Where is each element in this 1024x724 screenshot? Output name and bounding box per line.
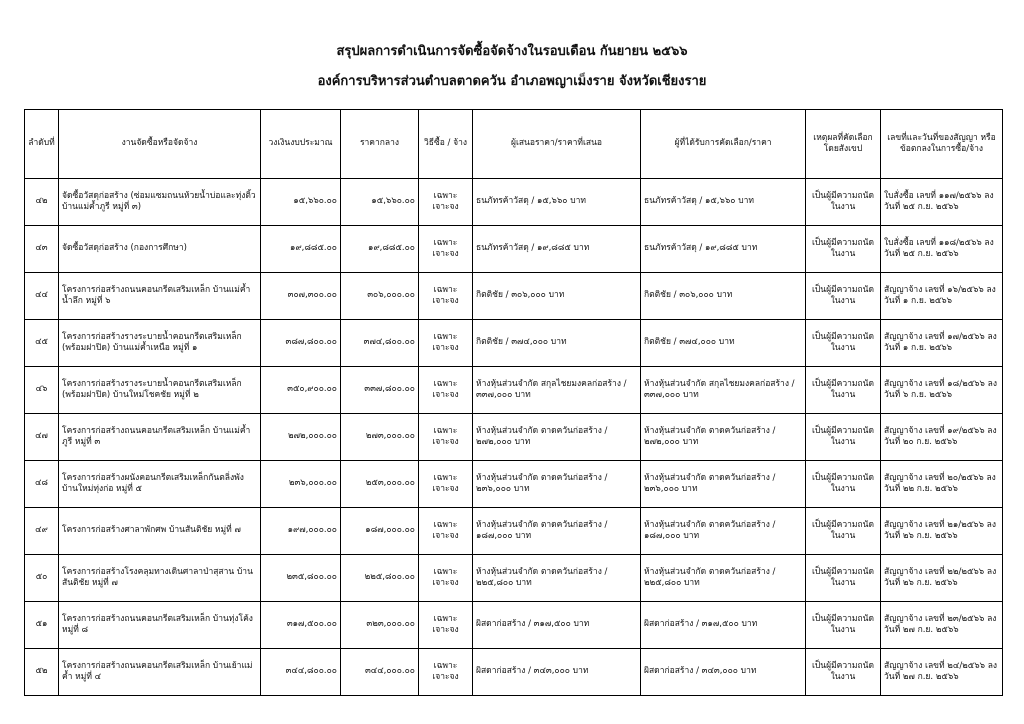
cell-median-price: ๑๘๗,๐๐๐.๐๐ [341, 508, 419, 555]
cell-winner: กิตติชัย / ๓๗๔,๐๐๐ บาท [641, 320, 806, 367]
table-row [25, 414, 1003, 461]
cell-item: โครงการก่อสร้างรางระบายน้ำคอนกรีตเสริมเหล็ก (พร้อมฝาปิด) บ้านใหม่โชคชัย หมู่ที่ ๒ [59, 367, 261, 414]
cell-contract: สัญญาจ้าง เลขที่ ๒๓/๒๕๖๖ ลงวันที่ ๒๗ ก.ย. ๒๕๖๖ [881, 602, 1003, 649]
table-row [25, 602, 1003, 649]
cell-median-price: ๓๒๓,๐๐๐.๐๐ [341, 602, 419, 649]
cell-reason: เป็นผู้มีความถนัดในงาน [806, 179, 881, 226]
cell-reason: เป็นผู้มีความถนัดในงาน [806, 555, 881, 602]
cell-budget: ๒๓๖,๐๐๐.๐๐ [261, 461, 341, 508]
cell-reason: เป็นผู้มีความถนัดในงาน [806, 649, 881, 696]
cell-winner: ผิสดาก่อสร้าง / ๓๔๓,๐๐๐ บาท [641, 649, 806, 696]
cell-method: เฉพาะเจาะจง [419, 179, 473, 226]
header-method: วิธีซื้อ / จ้าง [419, 110, 473, 179]
cell-method: เฉพาะเจาะจง [419, 602, 473, 649]
cell-item: จัดซื้อวัสดุก่อสร้าง (ซ่อมแซมถนนห้วยน้ำบ่อและทุ่งติ้ว บ้านแม่ค้ำภูรี หมู่ที่ ๓) [59, 179, 261, 226]
cell-budget: ๓๔๔,๘๐๐.๐๐ [261, 649, 341, 696]
table-row [25, 226, 1003, 273]
cell-reason: เป็นผู้มีความถนัดในงาน [806, 602, 881, 649]
cell-no: ๔๓ [25, 226, 59, 273]
table-row [25, 508, 1003, 555]
table-row [25, 367, 1003, 414]
table-row [25, 555, 1003, 602]
header-median-price: ราคากลาง [341, 110, 419, 179]
cell-bidder: ผิสดาก่อสร้าง / ๓๑๗,๕๐๐ บาท [473, 602, 641, 649]
cell-bidder: กิตติชัย / ๓๗๔,๐๐๐ บาท [473, 320, 641, 367]
cell-contract: สัญญาจ้าง เลขที่ ๒๔/๒๕๖๖ ลงวันที่ ๒๗ ก.ย. ๒๕๖๖ [881, 649, 1003, 696]
header-reason: เหตุผลที่คัดเลือก โดยสังเขป [806, 110, 881, 179]
cell-winner: ห้างหุ้นส่วนจำกัด ตาดควันก่อสร้าง / ๒๒๕,๘๐๐ บาท [641, 555, 806, 602]
cell-budget: ๑๕,๖๖๐.๐๐ [261, 179, 341, 226]
table-row [25, 320, 1003, 367]
cell-median-price: ๒๒๕,๘๐๐.๐๐ [341, 555, 419, 602]
cell-median-price: ๑๙,๘๘๕.๐๐ [341, 226, 419, 273]
cell-winner: ผิสดาก่อสร้าง / ๓๑๗,๕๐๐ บาท [641, 602, 806, 649]
table-body [25, 179, 1003, 696]
header-bidder: ผู้เสนอราคา/ราคาที่เสนอ [473, 110, 641, 179]
cell-median-price: ๓๐๖,๐๐๐.๐๐ [341, 273, 419, 320]
table-row [25, 179, 1003, 226]
cell-bidder: ห้างหุ้นส่วนจำกัด สกุลไชยมงคลก่อสร้าง / ๓๓๗,๐๐๐ บาท [473, 367, 641, 414]
cell-method: เฉพาะเจาะจง [419, 555, 473, 602]
cell-item: โครงการก่อสร้างถนนคอนกรีตเสริมเหล็ก บ้านทุ่งโค้ง หมู่ที่ ๘ [59, 602, 261, 649]
cell-reason: เป็นผู้มีความถนัดในงาน [806, 273, 881, 320]
cell-item: จัดซื้อวัสดุก่อสร้าง (กองการศึกษา) [59, 226, 261, 273]
cell-median-price: ๒๗๓,๐๐๐.๐๐ [341, 414, 419, 461]
cell-budget: ๓๐๗,๓๐๐.๐๐ [261, 273, 341, 320]
page-title: สรุปผลการดำเนินการจัดซื้อจัดจ้างในรอบเดือน กันยายน ๒๕๖๖ [336, 44, 688, 59]
cell-item: โครงการก่อสร้างรางระบายน้ำคอนกรีตเสริมเหล็ก (พร้อมฝาปิด) บ้านแม่ค้ำเหนือ หมู่ที่ ๑ [59, 320, 261, 367]
cell-method: เฉพาะเจาะจง [419, 414, 473, 461]
cell-reason: เป็นผู้มีความถนัดในงาน [806, 320, 881, 367]
cell-no: ๔๖ [25, 367, 59, 414]
cell-bidder: ห้างหุ้นส่วนจำกัด ตาดควันก่อสร้าง / ๒๗๒,๐๐๐ บาท [473, 414, 641, 461]
cell-winner: ห้างหุ้นส่วนจำกัด ตาดควันก่อสร้าง / ๒๗๒,๐๐๐ บาท [641, 414, 806, 461]
cell-no: ๕๒ [25, 649, 59, 696]
cell-item: โครงการก่อสร้างโรงคลุมทางเดินศาลาป่าสุสาน บ้านสันติชัย หมู่ที่ ๗ [59, 555, 261, 602]
cell-contract: ใบสั่งซื้อ เลขที่ ๑๑๘/๒๕๖๖ ลงวันที่ ๒๕ ก.ย. ๒๕๖๖ [881, 226, 1003, 273]
cell-winner: ห้างหุ้นส่วนจำกัด ตาดควันก่อสร้าง / ๑๘๗,๐๐๐ บาท [641, 508, 806, 555]
cell-contract: สัญญาจ้าง เลขที่ ๑๘/๒๕๖๖ ลงวันที่ ๖ ก.ย. ๒๕๖๖ [881, 367, 1003, 414]
cell-bidder: ธนภัทรค้าวัสดุ / ๑๕,๖๖๐ บาท [473, 179, 641, 226]
cell-no: ๕๑ [25, 602, 59, 649]
cell-contract: สัญญาจ้าง เลขที่ ๒๑/๒๕๖๖ ลงวันที่ ๒๖ ก.ย. ๒๕๖๖ [881, 508, 1003, 555]
cell-budget: ๒๗๒,๐๐๐.๐๐ [261, 414, 341, 461]
cell-winner: ธนภัทรค้าวัสดุ / ๑๙,๘๘๕ บาท [641, 226, 806, 273]
page-subtitle: องค์การบริหารส่วนตำบลตาดควัน อำเภอพญาเม็งราย จังหวัดเชียงราย [317, 74, 707, 89]
table-row [25, 649, 1003, 696]
cell-method: เฉพาะเจาะจง [419, 273, 473, 320]
cell-median-price: ๒๕๓,๐๐๐.๐๐ [341, 461, 419, 508]
cell-method: เฉพาะเจาะจง [419, 649, 473, 696]
cell-bidder: ธนภัทรค้าวัสดุ / ๑๙,๘๘๕ บาท [473, 226, 641, 273]
cell-reason: เป็นผู้มีความถนัดในงาน [806, 226, 881, 273]
cell-budget: ๒๓๕,๘๐๐.๐๐ [261, 555, 341, 602]
cell-contract: สัญญาจ้าง เลขที่ ๑๗/๒๕๖๖ ลงวันที่ ๑ ก.ย. ๒๕๖๖ [881, 320, 1003, 367]
header-contract: เลขที่และวันที่ของสัญญา หรือข้อตกลงในการซื้อ/จ้าง [881, 110, 1003, 179]
cell-no: ๔๔ [25, 273, 59, 320]
cell-median-price: ๓๗๔,๘๐๐.๐๐ [341, 320, 419, 367]
cell-method: เฉพาะเจาะจง [419, 367, 473, 414]
cell-median-price: ๓๓๗,๘๐๐.๐๐ [341, 367, 419, 414]
cell-bidder: ห้างหุ้นส่วนจำกัด ตาดควันก่อสร้าง / ๑๘๗,๐๐๐ บาท [473, 508, 641, 555]
cell-reason: เป็นผู้มีความถนัดในงาน [806, 367, 881, 414]
cell-no: ๔๘ [25, 461, 59, 508]
cell-budget: ๓๘๗,๘๐๐.๐๐ [261, 320, 341, 367]
cell-method: เฉพาะเจาะจง [419, 461, 473, 508]
cell-budget: ๓๕๐,๙๐๐.๐๐ [261, 367, 341, 414]
cell-median-price: ๓๔๔,๐๐๐.๐๐ [341, 649, 419, 696]
cell-contract: สัญญาจ้าง เลขที่ ๒๐/๒๕๖๖ ลงวันที่ ๒๒ ก.ย. ๒๕๖๖ [881, 461, 1003, 508]
cell-contract: สัญญาจ้าง เลขที่ ๑๖/๒๕๖๖ ลงวันที่ ๑ ก.ย. ๒๕๖๖ [881, 273, 1003, 320]
header-budget: วงเงินงบประมาณ [261, 110, 341, 179]
cell-no: ๔๙ [25, 508, 59, 555]
cell-budget: ๓๑๗,๕๐๐.๐๐ [261, 602, 341, 649]
cell-median-price: ๑๕,๖๖๐.๐๐ [341, 179, 419, 226]
cell-contract: สัญญาจ้าง เลขที่ ๑๙/๒๕๖๖ ลงวันที่ ๒๐ ก.ย. ๒๕๖๖ [881, 414, 1003, 461]
cell-bidder: กิตติชัย / ๓๐๖,๐๐๐ บาท [473, 273, 641, 320]
cell-item: โครงการก่อสร้างถนนคอนกรีตเสริมเหล็ก บ้านแม่ค้ำภูรี หมู่ที่ ๓ [59, 414, 261, 461]
cell-no: ๔๗ [25, 414, 59, 461]
cell-method: เฉพาะเจาะจง [419, 320, 473, 367]
table-row [25, 273, 1003, 320]
cell-item: โครงการก่อสร้างศาลาพักศพ บ้านสันติชัย หมู่ที่ ๗ [59, 508, 261, 555]
cell-bidder: ห้างหุ้นส่วนจำกัด ตาดควันก่อสร้าง / ๒๓๖,๐๐๐ บาท [473, 461, 641, 508]
cell-item: โครงการก่อสร้างถนนคอนกรีตเสริมเหล็ก บ้านเย้าแม่ค้ำ หมู่ที่ ๔ [59, 649, 261, 696]
cell-contract: ใบสั่งซื้อ เลขที่ ๑๑๗/๒๕๖๖ ลงวันที่ ๒๕ ก.ย. ๒๕๖๖ [881, 179, 1003, 226]
cell-contract: สัญญาจ้าง เลขที่ ๒๒/๒๕๖๖ ลงวันที่ ๒๖ ก.ย. ๒๕๖๖ [881, 555, 1003, 602]
cell-method: เฉพาะเจาะจง [419, 226, 473, 273]
cell-budget: ๑๙,๘๘๕.๐๐ [261, 226, 341, 273]
header-item: งานจัดซื้อหรือจัดจ้าง [59, 110, 261, 179]
cell-no: ๔๒ [25, 179, 59, 226]
cell-winner: ห้างหุ้นส่วนจำกัด ตาดควันก่อสร้าง / ๒๓๖,๐๐๐ บาท [641, 461, 806, 508]
cell-method: เฉพาะเจาะจง [419, 508, 473, 555]
cell-item: โครงการก่อสร้างถนนคอนกรีตเสริมเหล็ก บ้านแม่ค้ำน้ำลึก หมู่ที่ ๖ [59, 273, 261, 320]
cell-no: ๕๐ [25, 555, 59, 602]
table-row [25, 461, 1003, 508]
cell-reason: เป็นผู้มีความถนัดในงาน [806, 461, 881, 508]
procurement-table [24, 109, 1003, 696]
cell-bidder: ผิสดาก่อสร้าง / ๓๔๓,๐๐๐ บาท [473, 649, 641, 696]
cell-item: โครงการก่อสร้างผนังคอนกรีตเสริมเหล็กกันตลิ่งพัง บ้านใหม่ทุ่งก่อ หมู่ที่ ๕ [59, 461, 261, 508]
cell-winner: กิตติชัย / ๓๐๖,๐๐๐ บาท [641, 273, 806, 320]
cell-no: ๔๕ [25, 320, 59, 367]
cell-bidder: ห้างหุ้นส่วนจำกัด ตาดควันก่อสร้าง / ๒๒๕,๘๐๐ บาท [473, 555, 641, 602]
cell-budget: ๑๙๗,๐๐๐.๐๐ [261, 508, 341, 555]
cell-reason: เป็นผู้มีความถนัดในงาน [806, 508, 881, 555]
cell-winner: ห้างหุ้นส่วนจำกัด สกุลไชยมงคลก่อสร้าง / ๓๓๗,๐๐๐ บาท [641, 367, 806, 414]
header-no: ลำดับที่ [25, 110, 59, 179]
cell-reason: เป็นผู้มีความถนัดในงาน [806, 414, 881, 461]
cell-winner: ธนภัทรค้าวัสดุ / ๑๕,๖๖๐ บาท [641, 179, 806, 226]
table-header-row [25, 110, 1003, 179]
header-winner: ผู้ที่ได้รับการคัดเลือก/ราคา [641, 110, 806, 179]
